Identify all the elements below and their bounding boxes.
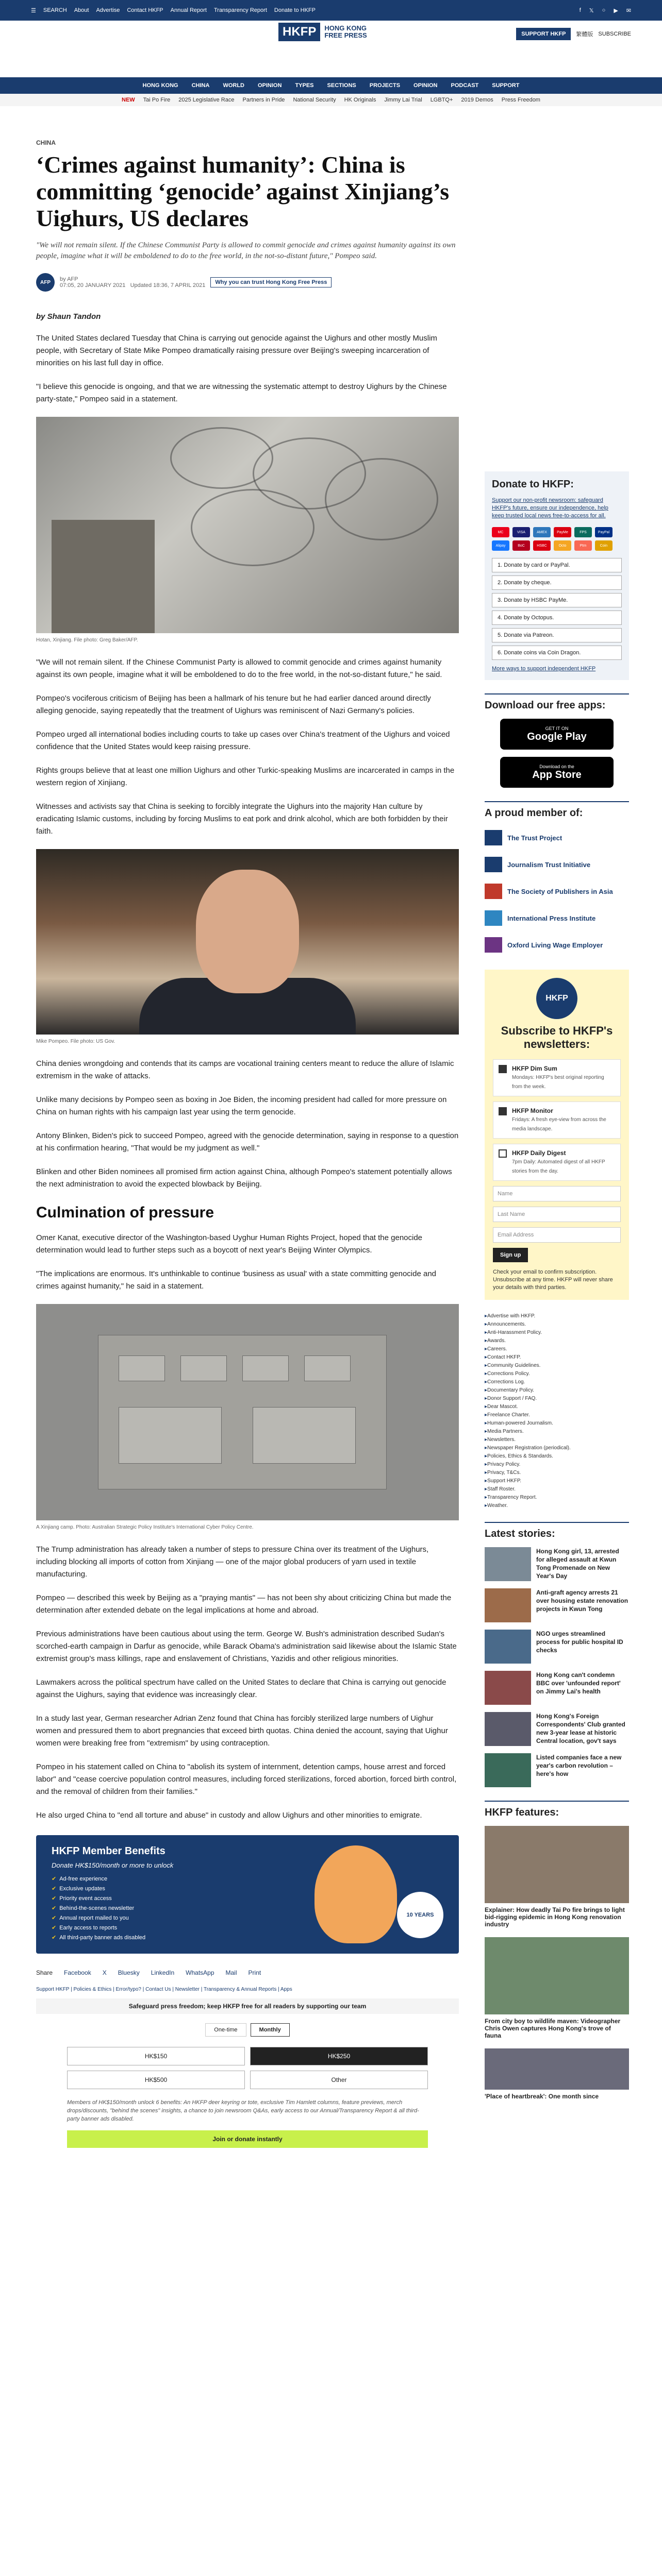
more-ways-link[interactable]: More ways to support independent HKFP: [492, 666, 596, 672]
story-title[interactable]: Hong Kong girl, 13, arrested for alleged assault at Kwun Tong Promenade on New Year's Day: [536, 1548, 619, 1580]
member-logo[interactable]: [485, 853, 629, 876]
checkbox-checked-icon[interactable]: [499, 1107, 507, 1115]
gp-line1: GET IT ON: [545, 725, 569, 731]
amount-option[interactable]: HK$500: [67, 2071, 245, 2089]
support-prompt: Safeguard press freedom; keep HKFP free for all readers by supporting our team: [36, 1998, 459, 2014]
logo-line1: HONG KONG: [324, 24, 367, 32]
benefit-item: ✔ Exclusive updates: [52, 1885, 443, 1892]
paragraph: Pompeo — described this week by Beijing as a "praying mantis" — has not been shy about criticizing China but made the determination after extended debate on the legal implications at home and abroad.: [36, 1594, 452, 1615]
newsletter-option[interactable]: [493, 1144, 621, 1181]
donation-frequency-tabs: [36, 2023, 459, 2037]
feature-image[interactable]: [485, 2048, 629, 2090]
app-store-button[interactable]: [500, 757, 614, 788]
benefit-item: ✔ Ad-free experience: [52, 1875, 443, 1882]
payment-icon: Ptrn: [574, 540, 592, 551]
about-link[interactable]: About: [74, 7, 89, 13]
paragraph: Antony Blinken, Biden's pick to succeed Pompeo, agreed with the genocide determination, saying in response to a question at his confirmation hearing, "That would be my judgment as well.": [36, 1131, 459, 1153]
story-title[interactable]: Hong Kong's Foreign Correspondents' Club granted new 3-year lease at historic Central location, gov't says: [536, 1713, 625, 1744]
payment-icon: AMEX: [533, 527, 551, 537]
paragraph: Unlike many decisions by Pompeo seen as boxing in Joe Biden, the incoming president had called for more pressure on China on human rights with his campaign last year using the term genocide.: [36, 1095, 447, 1116]
info-link[interactable]: ▸ Awards.: [485, 1338, 629, 1344]
topics-bar: [0, 94, 662, 106]
section-heading: Culmination of pressure: [36, 1204, 214, 1221]
paragraph: "I believe this genocide is ongoing, and that we are witnessing the systematic attempt to destroy Uighurs by the Chinese party-state," Pompeo said in a statement.: [36, 382, 447, 403]
latest-story[interactable]: [485, 1712, 629, 1746]
gp-line2: Google Play: [527, 731, 587, 742]
nav-item[interactable]: CHINA: [191, 82, 210, 89]
as-line2: App Store: [532, 769, 582, 781]
share-bar: [36, 1969, 459, 1976]
paragraph: Blinken and other Biden nominees all promised firm action against China, although Pompeo's statement potentially allows the next administration to avoid the expected blowback by Beijing.: [36, 1167, 452, 1189]
payment-icon: VISA: [512, 527, 530, 537]
x-icon[interactable]: 𝕏: [589, 7, 594, 14]
story-title[interactable]: Listed companies face a new year's carbon revolution – here's how: [536, 1754, 622, 1777]
story-thumbnail[interactable]: [485, 1547, 531, 1581]
info-link[interactable]: ▸ Documentary Policy.: [485, 1387, 629, 1393]
last-name-input[interactable]: Last Name: [493, 1207, 621, 1222]
apps-title: Download our free apps:: [485, 693, 629, 711]
donate-option[interactable]: 2. Donate by cheque.: [492, 575, 622, 590]
latest-title: Latest stories:: [485, 1522, 629, 1540]
benefit-item: ✔ Behind-the-scenes newsletter: [52, 1905, 443, 1911]
checkbox-icon[interactable]: [499, 1149, 507, 1158]
subscribe-link[interactable]: SUBSCRIBE: [598, 31, 631, 37]
newsletter-desc: Fridays: A fresh eye-view from across the media landscape.: [512, 1117, 606, 1132]
story-thumbnail[interactable]: [485, 1588, 531, 1622]
email-input[interactable]: Email Address: [493, 1227, 621, 1243]
new-label: NEW: [122, 97, 135, 103]
nav-item[interactable]: OPINION: [413, 82, 438, 89]
payment-icon: FPS: [574, 527, 592, 537]
donate-title: Donate to HKFP:: [492, 479, 574, 490]
member-logo[interactable]: [485, 826, 629, 849]
info-link[interactable]: ▸ Newsletters.: [485, 1437, 629, 1443]
byline-by[interactable]: by AFP: [60, 276, 78, 282]
paragraph: "The implications are enormous. It's unthinkable to continue 'business as usual' with a state committing genocide and crimes against humanity," he said in a statement.: [36, 1269, 437, 1291]
tab-monthly[interactable]: Monthly: [251, 2023, 290, 2037]
paragraph: Omer Kanat, executive director of the Washington-based Uyghur Human Rights Project, hoped that the genocide determination would lead to further steps such as a boycott of next year's Beijing Winter Olympics.: [36, 1233, 423, 1255]
paragraph: Rights groups believe that at least one million Uighurs and other Turkic-speaking Muslims are incarcerated in camps in the western region of Xinjiang.: [36, 766, 455, 787]
amount-option[interactable]: HK$250: [250, 2047, 428, 2065]
topic-link[interactable]: 2025 Legislative Race: [178, 97, 235, 103]
feature-title[interactable]: Explainer: How deadly Tai Po fire brings to light bid-rigging epidemic in Hong Kong renovation industry: [485, 1906, 625, 1928]
as-line1: Download on the: [539, 764, 574, 769]
main-nav: [0, 77, 662, 94]
join-button[interactable]: Join or donate instantly: [67, 2130, 428, 2148]
story-thumbnail[interactable]: [485, 1671, 531, 1705]
paragraph: The Trump administration has already taken a number of steps to pressure China over its treatment of the Uighurs, including blocking all imports of cotton from Xinjiang — one of the major global producers of yarn used in textile manufacturing.: [36, 1545, 429, 1579]
newsletter-desc: 7pm Daily: Automated digest of all HKFP stories from the day.: [512, 1159, 605, 1174]
paragraph: Pompeo urged all international bodies including courts to take up cases over China's treatment of the Uighurs and voiced confidence that the United States would keep raising pressure.: [36, 730, 450, 751]
byline-date: 07:05, 20 JANUARY 2021: [60, 282, 126, 289]
payment-icon: PayPal: [595, 527, 613, 537]
payment-icon: Octo: [554, 540, 571, 551]
payment-icon: Coin: [595, 540, 613, 551]
nav-item[interactable]: TYPES: [295, 82, 314, 89]
story-title[interactable]: NGO urges streamlined process for public hospital ID checks: [536, 1630, 623, 1654]
info-link[interactable]: ▸ Newspaper Registration (periodical).: [485, 1445, 629, 1451]
search-link[interactable]: SEARCH: [43, 7, 67, 13]
hkfp-badge: HKFP: [536, 978, 577, 1019]
feature-image[interactable]: [485, 1826, 629, 1903]
author-line: by Shaun Tandon: [36, 312, 101, 321]
byline-updated: Updated 18:36, 7 APRIL 2021: [130, 282, 206, 289]
share-mail[interactable]: Mail: [225, 1969, 237, 1976]
photo-caption: Mike Pompeo. File photo: US Gov.: [36, 1039, 115, 1044]
newsletter-option[interactable]: [493, 1101, 621, 1139]
story-title[interactable]: Hong Kong can't condemn BBC over 'unfounded report' on Jimmy Lai's health: [536, 1671, 621, 1695]
paragraph: Pompeo in his statement called on China to "abolish its system of internment, detention camps, house arrest and forced labor" and "cease coercive population control measures, including forced sterilizations, forced abortion, forced birth control, and the removal of children from their families.": [36, 1762, 457, 1796]
latest-story[interactable]: [485, 1671, 629, 1705]
member-name: International Press Institute: [507, 914, 596, 922]
info-link[interactable]: ▸ Freelance Charter.: [485, 1412, 629, 1418]
story-thumbnail[interactable]: [485, 1630, 531, 1664]
latest-story[interactable]: [485, 1547, 629, 1581]
paragraph: China denies wrongdoing and contends that its camps are vocational training centers meant to reduce the allure of Islamic extremism in the wake of attacks.: [36, 1059, 454, 1080]
header-actions: [516, 28, 631, 40]
article-category[interactable]: CHINA: [36, 139, 56, 146]
living-wage-icon: [485, 937, 502, 953]
story-title[interactable]: Anti-graft agency arrests 21 over housing estate renovation projects in Kwun Tong: [536, 1589, 628, 1613]
share-whatsapp[interactable]: WhatsApp: [186, 1969, 214, 1976]
nav-item[interactable]: SUPPORT: [492, 82, 520, 89]
donate-box: [485, 471, 629, 680]
donate-option[interactable]: 5. Donate via Patreon.: [492, 628, 622, 642]
share-label: Share: [36, 1969, 53, 1976]
latest-story[interactable]: [485, 1588, 629, 1622]
tab-one-time[interactable]: One-time: [205, 2023, 246, 2037]
amount-option[interactable]: HK$150: [67, 2047, 245, 2065]
share-bluesky[interactable]: Bluesky: [118, 1969, 140, 1976]
newsletter-name: HKFP Daily Digest: [512, 1149, 566, 1157]
share-facebook[interactable]: Facebook: [64, 1969, 91, 1976]
ipi-icon: [485, 910, 502, 926]
feature-item[interactable]: [485, 1826, 629, 1928]
info-links: [485, 1313, 629, 1509]
topic-link[interactable]: Partners in Pride: [242, 97, 285, 103]
topic-link[interactable]: 2019 Demos: [461, 97, 493, 103]
info-link[interactable]: ▸ Policies, Ethics & Standards.: [485, 1453, 629, 1459]
nav-item[interactable]: SECTIONS: [327, 82, 356, 89]
benefit-item: ✔ All third-party banner ads disabled: [52, 1934, 443, 1941]
info-link[interactable]: ▸ Announcements.: [485, 1321, 629, 1327]
nav-item[interactable]: HONG KONG: [142, 82, 178, 89]
nav-item[interactable]: WORLD: [223, 82, 244, 89]
member-name: The Trust Project: [507, 834, 562, 842]
topic-link[interactable]: Press Freedom: [501, 97, 540, 103]
feature-image[interactable]: [485, 1937, 629, 2014]
donate-option[interactable]: 3. Donate by HSBC PayMe.: [492, 593, 622, 607]
newsletter-box: [485, 970, 629, 1300]
youtube-icon[interactable]: ▶: [614, 7, 618, 14]
support-button[interactable]: SUPPORT HKFP: [516, 28, 571, 40]
banner-subtitle: Donate HK$150/month or more to unlock: [52, 1861, 174, 1869]
benefit-item: ✔ Priority event access: [52, 1895, 443, 1902]
checkbox-checked-icon[interactable]: [499, 1065, 507, 1073]
story-thumbnail[interactable]: [485, 1712, 531, 1746]
nav-item[interactable]: OPINION: [257, 82, 282, 89]
info-link[interactable]: ▸ Community Guidelines.: [485, 1363, 629, 1368]
mail-icon[interactable]: ✉: [626, 7, 631, 14]
newsletter-name: HKFP Monitor: [512, 1107, 553, 1114]
newsletter-option[interactable]: [493, 1059, 621, 1096]
camp-aerial-photo: [36, 1304, 459, 1520]
topic-link[interactable]: Jimmy Lai Trial: [384, 97, 422, 103]
signup-button[interactable]: Sign up: [493, 1248, 528, 1262]
member-logo[interactable]: [485, 934, 629, 956]
share-x[interactable]: X: [102, 1969, 107, 1976]
paragraph: In a study last year, German researcher Adrian Zenz found that China has forcibly sterilized large numbers of Uighur women and pressured them to abort pregnancies that exceed birth quotas. China denied the account, saying that Uighur women were breaking free from "extremism" by using contraception.: [36, 1714, 448, 1748]
jti-icon: [485, 857, 502, 872]
feature-title[interactable]: From city boy to wildlife maven: Videographer Chris Owen captures Hong Kong's trove of fauna: [485, 2018, 621, 2039]
newsletter-title: Subscribe to HKFP's newsletters:: [501, 1024, 613, 1050]
facebook-icon[interactable]: f: [579, 7, 581, 13]
paragraph: Lawmakers across the political spectrum have called on the United States to declare that China is carrying out genocide against the Uighurs, saying that evidence was increasingly clear.: [36, 1678, 446, 1699]
language-link[interactable]: 繁體版: [576, 31, 593, 38]
logo-text: [324, 25, 367, 39]
article-lede: "We will not remain silent. If the Chinese Communist Party is allowed to commit genocide and crimes against humanity against its own people, imagine what it will be emboldened to do to the free world, in the not-so-distant future," Pompeo said.: [36, 241, 456, 260]
donate-link[interactable]: Donate to HKFP: [274, 7, 316, 13]
trust-button[interactable]: Why you can trust Hong Kong Free Press: [210, 277, 332, 287]
info-link[interactable]: ▸ Advertise with HKFP.: [485, 1313, 629, 1319]
latest-story[interactable]: [485, 1753, 629, 1787]
member-title: A proud member of:: [485, 801, 629, 819]
donate-text[interactable]: Support our non-profit newsroom: safeguard HKFP's future, ensure our independence, help keep trusted local news free-to-access for all.: [492, 497, 608, 519]
member-note: Members of HK$150/month unlock 6 benefits: An HKFP deer keyring or tote, exclusive Tim Hamlett columns, feature previews, merch drops/discounts, "behind the scenes" insights, a chance to join newsroom Q&As, early access to our Annual/Transparency Report & all third-party banner ads disabled.: [67, 2099, 419, 2122]
newsletter-desc: Mondays: HKFP's best original reporting from the week.: [512, 1075, 604, 1090]
article-title: ‘Crimes against humanity’: China is committing ‘genocide’ against Xinjiang’s Uighurs, US declares: [36, 151, 450, 231]
anniversary-badge: 10 YEARS: [397, 1892, 443, 1938]
first-name-input[interactable]: Name: [493, 1186, 621, 1201]
story-thumbnail[interactable]: [485, 1753, 531, 1787]
payment-icon: MC: [492, 527, 509, 537]
info-link[interactable]: ▸ Privacy, T&Cs.: [485, 1470, 629, 1476]
info-link[interactable]: ▸ Staff Roster.: [485, 1486, 629, 1492]
benefit-item: ✔ Annual report mailed to you: [52, 1914, 443, 1921]
member-benefits-banner[interactable]: [36, 1835, 459, 1954]
hotan-photo: [36, 417, 459, 633]
newsletter-note: Check your email to confirm subscription. Unsubscribe at any time. HKFP will never share your details with third parties.: [493, 1269, 613, 1291]
byline: [36, 273, 459, 292]
author-avatar: AFP: [36, 273, 55, 292]
topic-link[interactable]: Tai Po Fire: [143, 97, 171, 103]
paragraph: Previous administrations have been cautious about using the term. George W. Bush's administration described Sudan's scorched-earth campaign in Darfur as genocide, while Barack Obama's administration said likewise about the Islamic State extremist group's mass killings, rape and enslavement of Christians, Yazidis and other religious minorities.: [36, 1630, 457, 1663]
paragraph: He also urged China to "end all torture and abuse" in custody and allow Uighurs and other minorities to emigrate.: [36, 1811, 422, 1820]
photo-caption: Hotan, Xinjiang. File photo: Greg Baker/AFP.: [36, 637, 138, 643]
payment-icon: Alipay: [492, 540, 509, 551]
banner-title: HKFP Member Benefits: [52, 1845, 166, 1857]
info-link[interactable]: ▸ Transparency Report.: [485, 1495, 629, 1500]
info-link[interactable]: ▸ Contact HKFP.: [485, 1354, 629, 1360]
pompeo-photo: [36, 849, 459, 1035]
logo-line2: FREE PRESS: [324, 31, 367, 39]
paragraph: "We will not remain silent. If the Chinese Communist Party is allowed to commit genocide and crimes against humanity against its own people, imagine what it will be emboldened to do to the free world, in the not-so-distant future," he said.: [36, 658, 442, 679]
feature-title[interactable]: 'Place of heartbreak': One month since: [485, 2093, 599, 2100]
info-link[interactable]: ▸ Media Partners.: [485, 1429, 629, 1434]
photo-caption: A Xinjiang camp. Photo: Australian Strategic Policy Institute's International Cyber Policy Centre.: [36, 1524, 254, 1530]
top-bar: [0, 0, 662, 21]
payment-icon: PayMe: [554, 527, 571, 537]
contact-link[interactable]: Contact HKFP: [127, 7, 163, 13]
info-link[interactable]: ▸ Donor Support / FAQ.: [485, 1396, 629, 1401]
info-link[interactable]: ▸ Corrections Log.: [485, 1379, 629, 1385]
paragraph: Pompeo's vociferous criticism of Beijing has been a hallmark of his tenure but he had earlier danced around directly alleging genocide, saying repeatedly that the treatment of Uighurs was reminiscent of Nazi Germany's policies.: [36, 694, 431, 715]
info-link[interactable]: ▸ Corrections Policy.: [485, 1371, 629, 1377]
donate-option[interactable]: 4. Donate by Octopus.: [492, 611, 622, 625]
info-link[interactable]: ▸ Human-powered Journalism.: [485, 1420, 629, 1426]
payment-methods: [492, 527, 622, 551]
instagram-icon[interactable]: ○: [602, 7, 606, 13]
site-logo[interactable]: [278, 23, 367, 41]
annual-link[interactable]: Annual Report: [170, 7, 207, 13]
payment-icon: HSBC: [533, 540, 551, 551]
donation-amounts: [36, 2047, 459, 2089]
info-link[interactable]: ▸ Dear Mascot.: [485, 1404, 629, 1410]
benefit-item: ✔ Early access to reports: [52, 1924, 443, 1931]
donate-option[interactable]: 1. Donate by card or PayPal.: [492, 558, 622, 572]
member-logo[interactable]: [485, 880, 629, 903]
info-link[interactable]: ▸ Support HKFP.: [485, 1478, 629, 1484]
topic-link[interactable]: LGBTQ+: [430, 97, 453, 103]
info-link[interactable]: ▸ Anti-Harassment Policy.: [485, 1330, 629, 1335]
donate-option[interactable]: 6. Donate coins via Coin Dragon.: [492, 646, 622, 660]
newsletter-name: HKFP Dim Sum: [512, 1065, 557, 1072]
share-linkedin[interactable]: LinkedIn: [151, 1969, 175, 1976]
info-link[interactable]: ▸ Careers.: [485, 1346, 629, 1352]
transparency-link[interactable]: Transparency Report: [213, 7, 267, 13]
member-name: Journalism Trust Initiative: [507, 860, 591, 869]
amount-option[interactable]: Other: [250, 2071, 428, 2089]
payment-icon: BoC: [512, 540, 530, 551]
trust-project-icon: [485, 830, 502, 845]
article: [36, 139, 459, 2148]
info-link[interactable]: ▸ Weather.: [485, 1503, 629, 1509]
features-title: HKFP features:: [485, 1801, 629, 1819]
footer-links[interactable]: Support HKFP | Policies & Ethics | Error/typo? | Contact Us | Newsletter | Transparency & Annual Reports | Apps: [36, 1987, 292, 1992]
paragraph: Witnesses and activists say that China is seeking to forcibly integrate the Uighurs into the majority Han culture by eradicating Islamic customs, including by forcing Muslims to eat pork and drink alcohol, which are both forbidden by their faith.: [36, 802, 448, 836]
sopa-icon: [485, 884, 502, 899]
member-logo[interactable]: [485, 907, 629, 929]
sidebar: [485, 471, 629, 2109]
advertise-link[interactable]: Advertise: [96, 7, 120, 13]
deer-mascot-icon: [315, 1845, 397, 1943]
menu-icon[interactable]: ☰: [31, 7, 36, 14]
google-play-button[interactable]: [500, 719, 614, 750]
nav-item[interactable]: PROJECTS: [369, 82, 401, 89]
feature-item[interactable]: [485, 1937, 629, 2039]
member-name: Oxford Living Wage Employer: [507, 941, 603, 949]
latest-story[interactable]: [485, 1630, 629, 1664]
share-print[interactable]: Print: [248, 1969, 261, 1976]
logo-mark: HKFP: [278, 23, 320, 41]
member-name: The Society of Publishers in Asia: [507, 887, 613, 895]
feature-item[interactable]: [485, 2048, 629, 2100]
nav-item[interactable]: PODCAST: [451, 82, 479, 89]
paragraph: The United States declared Tuesday that China is carrying out genocide against the Uighurs and other mostly Muslim people, with Secretary of State Mike Pompeo dramatically raising pressure over Beijing's sweeping incarceration of minorities on his last full day in office.: [36, 334, 437, 367]
byline-meta: [60, 276, 205, 289]
topic-link[interactable]: HK Originals: [344, 97, 376, 103]
topic-link[interactable]: National Security: [293, 97, 336, 103]
info-link[interactable]: ▸ Privacy Policy.: [485, 1462, 629, 1467]
